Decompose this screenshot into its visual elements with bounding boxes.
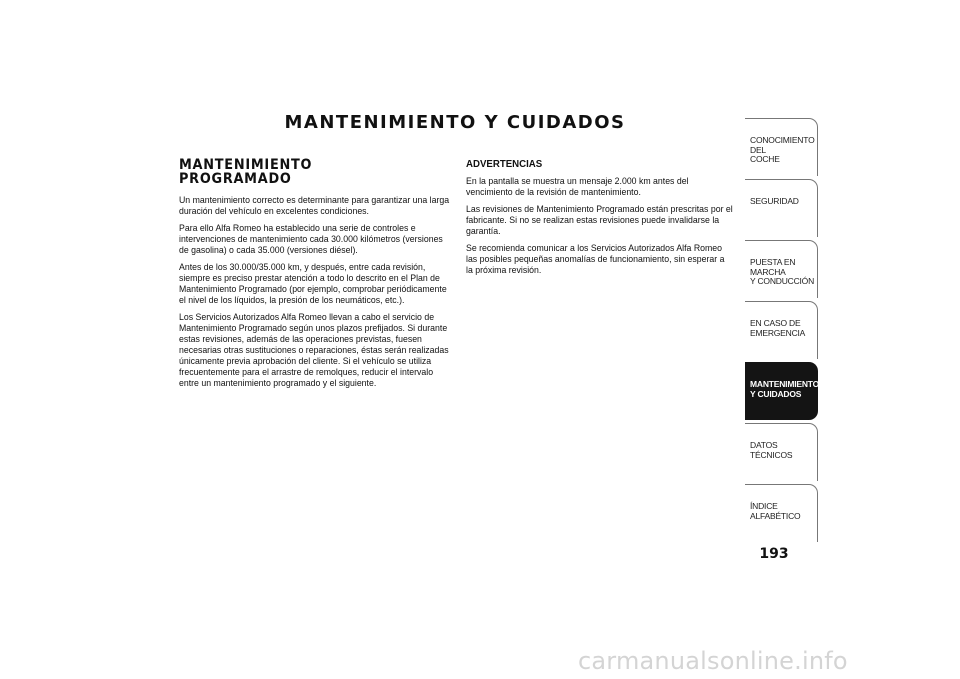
tab-label-line-2: Y CUIDADOS	[750, 388, 802, 399]
tab-label-line-1: ÍNDICE ALFABÉTICO	[750, 501, 801, 521]
left-column	[179, 158, 453, 395]
body-paragraph: Los Servicios Autorizados Alfa Romeo llevan a cabo el servicio de Mantenimiento Programado según unos plazos prefijados. Si durante estas revisiones, además de las operaciones previstas, fuesen necesarias otras sustituciones o reparaciones, éstas serán realizadas únicamente previa aprobación del cliente. Si el vehículo se utiliza frecuentemente para el arrastre de remolques, reducir el intervalo entre un mantenimiento programado y el siguiente.	[179, 312, 449, 389]
tab-label-line-1: SEGURIDAD	[750, 196, 799, 206]
tab-seguridad[interactable]	[745, 179, 818, 237]
body-paragraph: Un mantenimiento correcto es determinante para garantizar una larga duración del vehículo en excelentes condiciones.	[179, 195, 450, 217]
tab-label-line-2: Y CONDUCCIÓN	[750, 276, 815, 286]
tab-label-line-1: PUESTA EN MARCHA	[750, 257, 796, 277]
body-paragraph: Las revisiones de Mantenimiento Programado están prescritas por el fabricante. Si no se realizan estas revisiones puede invalidarse la garantía.	[466, 204, 733, 237]
section-title	[179, 158, 453, 186]
watermark: carmanualsonline.info	[578, 647, 848, 675]
body-paragraph: En la pantalla se muestra un mensaje 2.000 km antes del vencimiento de la revisión de mantenimiento.	[466, 176, 689, 198]
tab-datos-tecnicos[interactable]	[745, 423, 818, 481]
tab-indice-alfabetico[interactable]	[745, 484, 818, 542]
section-title-line-1: MANTENIMIENTO	[179, 157, 313, 173]
body-paragraph: Antes de los 30.000/35.000 km, y después, entre cada revisión, siempre es preciso prestar atención a todo lo descrito en el Plan de Mantenimiento Programado (por ejemplo, comprobar periódicamente el nivel de los líquidos, la presión de los neumáticos, etc.).	[179, 262, 447, 306]
body-paragraph: Se recomienda comunicar a los Servicios Autorizados Alfa Romeo las posibles pequeñas anomalías de funcionamiento, sin esperar a la próxima revisión.	[466, 243, 725, 276]
warnings-heading: ADVERTENCIAS	[466, 158, 543, 170]
tab-puesta-en-marcha[interactable]	[745, 240, 818, 298]
page-number: 193	[759, 546, 789, 562]
tab-label-line-1: EN CASO DE	[750, 318, 801, 328]
tab-label-line-1: CONOCIMIENTO DEL	[750, 135, 815, 155]
tab-en-caso-de-emergencia[interactable]	[745, 301, 818, 359]
tab-label-line-2: EMERGENCIA	[750, 327, 806, 338]
section-title-line-2: PROGRAMADO	[179, 171, 292, 187]
tab-label-line-2: COCHE	[750, 154, 780, 164]
page-header: MANTENIMIENTO Y CUIDADOS	[284, 112, 626, 133]
chapter-tabs	[745, 118, 818, 545]
tab-mantenimiento-y-cuidados[interactable]	[745, 362, 818, 420]
body-paragraph: Para ello Alfa Romeo ha establecido una serie de controles e intervenciones de mantenimiento cada 30.000 kilómetros (versiones de gasolina) o cada 35.000 (versiones diésel).	[179, 223, 443, 256]
right-column	[466, 158, 733, 282]
tab-label-line-1: MANTENIMIENTO	[750, 379, 820, 389]
tab-conocimiento-del-coche[interactable]	[745, 118, 818, 176]
tab-label-line-1: DATOS TÉCNICOS	[750, 440, 793, 460]
